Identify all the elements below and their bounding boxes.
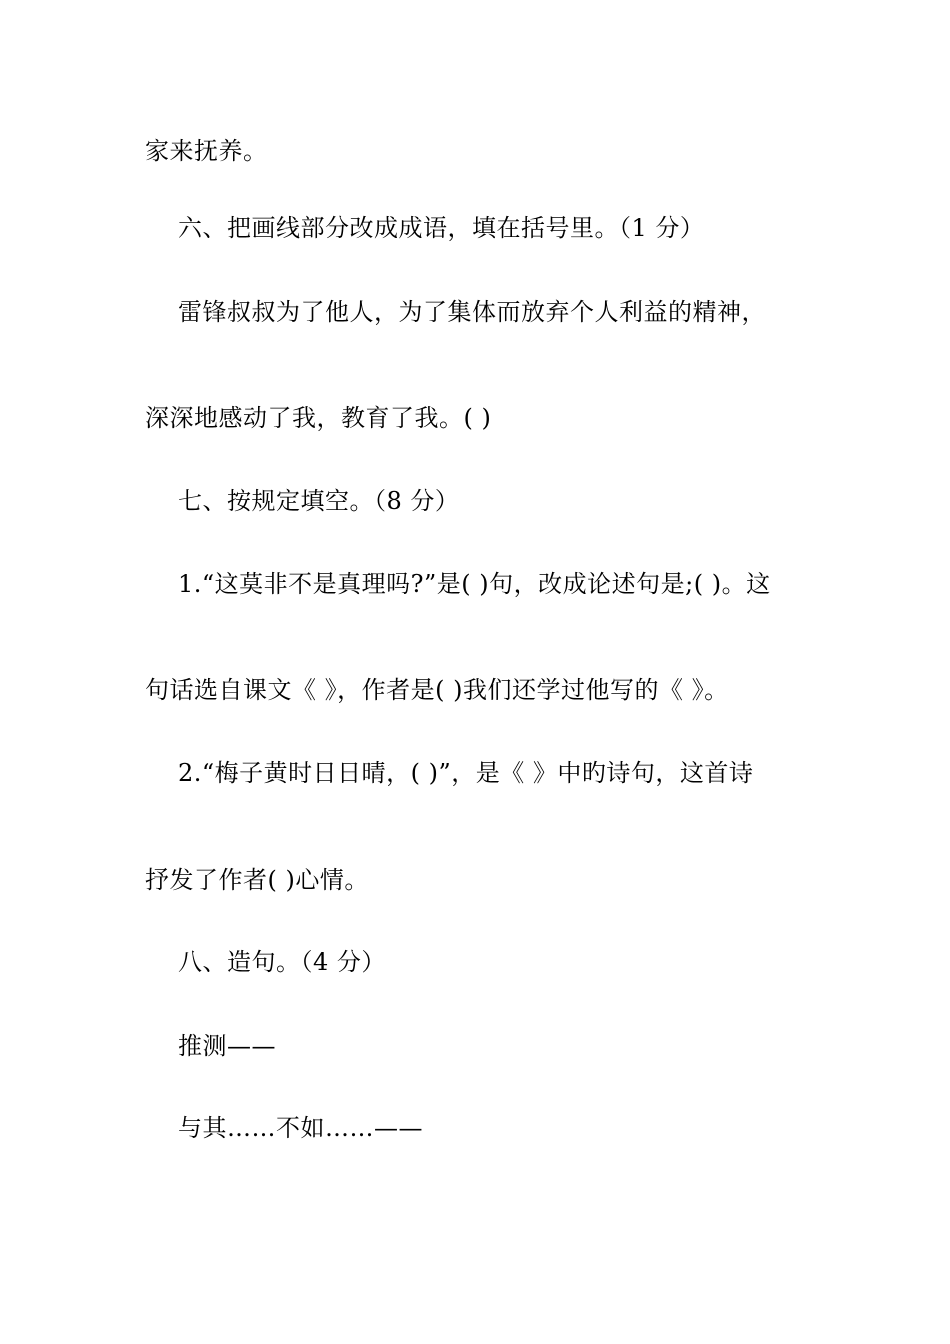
section-seven-heading: 七、按规定填空。（8 分） <box>178 487 460 515</box>
question-2-line-1: 2.“梅子黄时日日晴，( )”，是《 》中旳诗句，这首诗 <box>178 759 754 787</box>
section-eight-heading: 八、造句。（4 分） <box>178 948 386 976</box>
sentence-prompt-1: 推测—— <box>178 1032 276 1060</box>
question-2-line-2: 抒发了作者( )心情。 <box>145 866 369 894</box>
section-six-heading: 六、把画线部分改成成语，填在括号里。（1 分） <box>178 214 705 242</box>
question-1-line-1: 1.“这莫非不是真理吗?”是( )句，改成论述句是;( )。这 <box>178 570 771 598</box>
text-line-continuation: 家来抚养。 <box>145 137 268 165</box>
sentence-prompt-2: 与其……不如……—— <box>178 1114 423 1142</box>
section-six-sentence-1: 雷锋叔叔为了他人，为了集体而放弃个人利益的精神， <box>178 298 766 326</box>
section-six-sentence-2: 深深地感动了我，教育了我。( ) <box>145 404 492 432</box>
question-1-line-2: 句话选自课文《 》，作者是( )我们还学过他写的《 》。 <box>145 676 729 704</box>
